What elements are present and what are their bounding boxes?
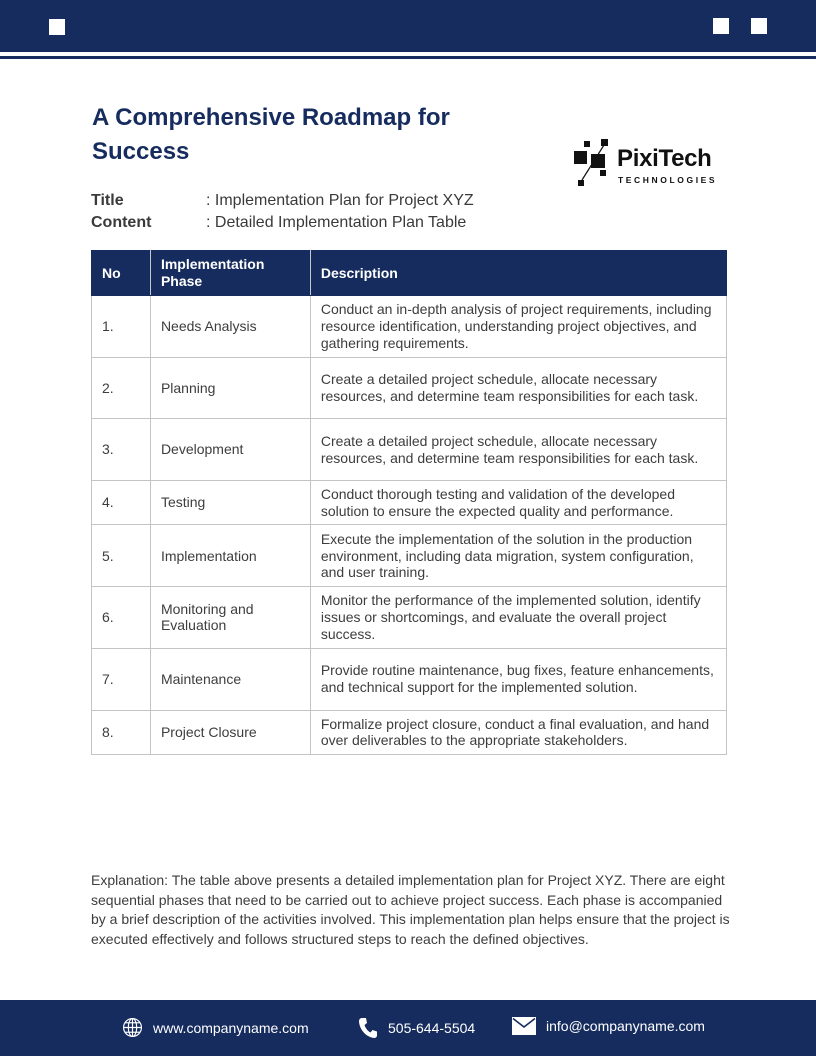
table-header-row: [92, 251, 727, 296]
cell-no: 5.: [92, 525, 151, 587]
table-row: [92, 525, 727, 587]
document-title: A Comprehensive Roadmap for Success: [92, 104, 450, 165]
header-band: [0, 0, 816, 52]
cell-no: 6.: [92, 587, 151, 648]
header-phase: Implementation Phase: [150, 251, 310, 296]
footer-phone[interactable]: [358, 1017, 475, 1039]
phone-icon: [358, 1017, 378, 1039]
cell-no: 1.: [92, 296, 151, 358]
meta-label: Title: [91, 192, 124, 209]
cell-description: Create a detailed project schedule, allocate necessary resources, and determine team responsibilities for each task.: [310, 358, 726, 419]
company-logo: [572, 137, 722, 193]
table-row: [92, 419, 727, 481]
cell-no: 3.: [92, 419, 151, 481]
cell-phase: Implementation: [150, 525, 310, 587]
cell-description: Create a detailed project schedule, allocate necessary resources, and determine team responsibilities for each task.: [310, 419, 726, 481]
table-row: [92, 587, 727, 648]
logo-wordmark: PixiTech: [617, 145, 712, 172]
meta-value: : Detailed Implementation Plan Table: [206, 214, 467, 231]
decorative-square: [49, 19, 65, 35]
footer-email[interactable]: [512, 1017, 705, 1035]
logo-tagline: TECHNOLOGIES: [618, 175, 718, 185]
footer-website[interactable]: [122, 1017, 309, 1038]
meta-value: : Implementation Plan for Project XYZ: [206, 192, 474, 209]
meta-row-content: [91, 212, 474, 234]
cell-phase: Development: [150, 419, 310, 481]
table-row: [92, 710, 727, 754]
header-description: Description: [310, 251, 726, 296]
table-row: [92, 358, 727, 419]
cell-phase: Project Closure: [150, 710, 310, 754]
cell-phase: Monitoring and Evaluation: [150, 587, 310, 648]
cell-no: 7.: [92, 648, 151, 710]
cell-description: Conduct an in-depth analysis of project requirements, including resource identification, understanding project objectives, and gathering requirements.: [310, 296, 726, 358]
mail-icon: [512, 1017, 536, 1035]
phone-text: 505-644-5504: [388, 1020, 476, 1036]
implementation-plan-table: [91, 250, 727, 755]
meta-label: Content: [91, 214, 152, 231]
cell-description: Monitor the performance of the implemented solution, identify issues or shortcomings, and evaluate the overall project success.: [310, 587, 726, 648]
cell-phase: Planning: [150, 358, 310, 419]
cell-no: 2.: [92, 358, 151, 419]
header-no: No: [92, 251, 151, 296]
table-row: [92, 648, 727, 710]
table-row: [92, 296, 727, 358]
cell-description: Formalize project closure, conduct a final evaluation, and hand over deliverables to the appropriate stakeholders.: [310, 710, 726, 754]
cell-phase: Needs Analysis: [150, 296, 310, 358]
decorative-square: [713, 18, 729, 34]
meta-row-title: [91, 190, 474, 212]
table-row: [92, 481, 727, 525]
footer-band: [0, 1000, 816, 1056]
cell-no: 4.: [92, 481, 151, 525]
header-divider: [0, 56, 816, 59]
email-text: info@companyname.com: [546, 1018, 705, 1034]
globe-icon: [122, 1017, 143, 1038]
cell-no: 8.: [92, 710, 151, 754]
cell-description: Provide routine maintenance, bug fixes, feature enhancements, and technical support for the implemented solution.: [310, 648, 726, 710]
cell-phase: Testing: [150, 481, 310, 525]
decorative-square: [751, 18, 767, 34]
explanation-paragraph: Explanation: The table above presents a detailed implementation plan for Project XYZ. There are eight sequential phases that need to be carried out to achieve project success. Each phase is accompanied by a brief description of the activities involved. This implementation plan helps ensure that the project is executed effectively and follows structured steps to reach the defined objectives.: [91, 872, 730, 947]
document-meta: [91, 190, 474, 234]
cell-description: Conduct thorough testing and validation of the developed solution to ensure the expected quality and performance.: [310, 481, 726, 525]
cell-phase: Maintenance: [150, 648, 310, 710]
logo-mark-icon: [572, 137, 616, 193]
cell-description: Execute the implementation of the solution in the production environment, including data migration, system configuration, and user training.: [310, 525, 726, 587]
website-text: www.companyname.com: [153, 1019, 309, 1036]
